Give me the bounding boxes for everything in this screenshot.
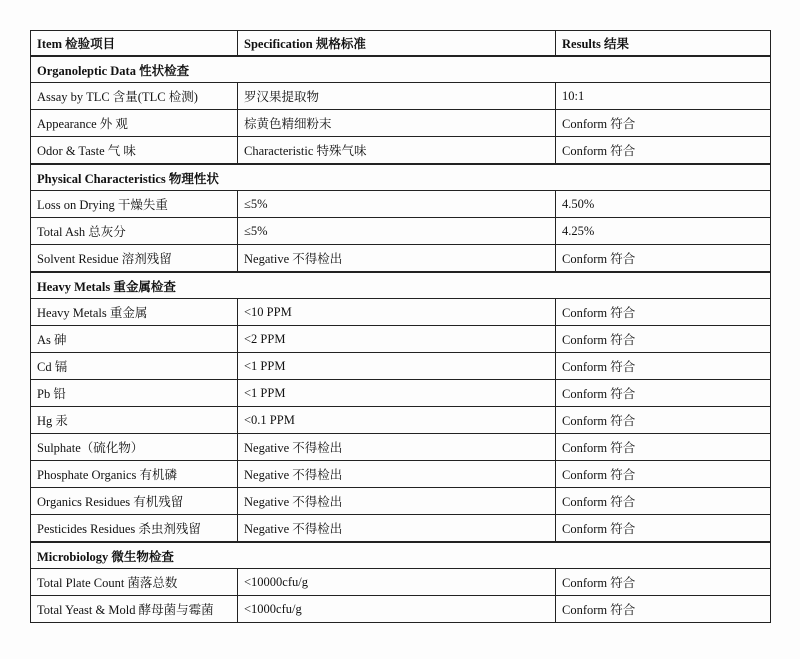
table-row [31, 83, 771, 110]
result-cell: Conform 符合 [556, 569, 771, 596]
table-row [31, 407, 771, 434]
item-cell: Assay by TLC 含量(TLC 检测) [31, 83, 238, 110]
result-cell: Conform 符合 [556, 137, 771, 165]
section-header-row [31, 56, 771, 83]
item-cell: Total Ash 总灰分 [31, 218, 238, 245]
specification-cell: ≤5% [238, 218, 556, 245]
table-body [31, 56, 771, 623]
specification-cell: <0.1 PPM [238, 407, 556, 434]
specification-cell: 棕黄色精细粉末 [238, 110, 556, 137]
item-cell: Sulphate（硫化物） [31, 434, 238, 461]
table-row [31, 218, 771, 245]
table-row [31, 488, 771, 515]
result-cell: Conform 符合 [556, 515, 771, 543]
section-header-row [31, 272, 771, 299]
item-cell: Cd 镉 [31, 353, 238, 380]
section-title: Heavy Metals 重金属检查 [31, 272, 771, 299]
specification-cell: Negative 不得检出 [238, 515, 556, 543]
result-cell: 4.50% [556, 191, 771, 218]
specification-cell: <1000cfu/g [238, 596, 556, 623]
table-row [31, 515, 771, 543]
table-row [31, 569, 771, 596]
result-cell: Conform 符合 [556, 110, 771, 137]
item-cell: Total Plate Count 菌落总数 [31, 569, 238, 596]
item-cell: Pb 铅 [31, 380, 238, 407]
header-item: Item 检验项目 [31, 31, 238, 57]
item-cell: Hg 汞 [31, 407, 238, 434]
table-row [31, 434, 771, 461]
result-cell: Conform 符合 [556, 380, 771, 407]
specification-cell: Characteristic 特殊气味 [238, 137, 556, 165]
specification-cell: <1 PPM [238, 380, 556, 407]
specification-cell: <10 PPM [238, 299, 556, 326]
specification-cell: <2 PPM [238, 326, 556, 353]
section-title: Microbiology 微生物检查 [31, 542, 771, 569]
result-cell: Conform 符合 [556, 488, 771, 515]
result-cell: Conform 符合 [556, 434, 771, 461]
item-cell: Organics Residues 有机残留 [31, 488, 238, 515]
item-cell: Heavy Metals 重金属 [31, 299, 238, 326]
section-header-row [31, 164, 771, 191]
specification-cell: Negative 不得检出 [238, 461, 556, 488]
specification-cell: Negative 不得检出 [238, 488, 556, 515]
item-cell: Odor & Taste 气 味 [31, 137, 238, 165]
header-results: Results 结果 [556, 31, 771, 57]
specification-cell: ≤5% [238, 191, 556, 218]
specification-cell: <10000cfu/g [238, 569, 556, 596]
table-row [31, 596, 771, 623]
result-cell: Conform 符合 [556, 407, 771, 434]
item-cell: Solvent Residue 溶剂残留 [31, 245, 238, 273]
table-row [31, 461, 771, 488]
table-row [31, 326, 771, 353]
item-cell: Phosphate Organics 有机磷 [31, 461, 238, 488]
specification-cell: <1 PPM [238, 353, 556, 380]
result-cell: Conform 符合 [556, 299, 771, 326]
section-title: Physical Characteristics 物理性状 [31, 164, 771, 191]
header-specification: Specification 规格标准 [238, 31, 556, 57]
item-cell: Pesticides Residues 杀虫剂残留 [31, 515, 238, 543]
result-cell: Conform 符合 [556, 353, 771, 380]
item-cell: As 砷 [31, 326, 238, 353]
specification-cell: Negative 不得检出 [238, 434, 556, 461]
result-cell: Conform 符合 [556, 326, 771, 353]
specification-cell: Negative 不得检出 [238, 245, 556, 273]
section-title: Organoleptic Data 性状检查 [31, 56, 771, 83]
result-cell: 10:1 [556, 83, 771, 110]
table-row [31, 110, 771, 137]
table-row [31, 245, 771, 273]
table-row [31, 137, 771, 165]
result-cell: Conform 符合 [556, 461, 771, 488]
item-cell: Total Yeast & Mold 酵母菌与霉菌 [31, 596, 238, 623]
table-row [31, 380, 771, 407]
table-row [31, 299, 771, 326]
specification-cell: 罗汉果提取物 [238, 83, 556, 110]
specification-table [30, 30, 771, 623]
item-cell: Appearance 外 观 [31, 110, 238, 137]
result-cell: Conform 符合 [556, 245, 771, 273]
table-header-row [31, 31, 771, 57]
section-header-row [31, 542, 771, 569]
item-cell: Loss on Drying 干燥失重 [31, 191, 238, 218]
table-row [31, 353, 771, 380]
table-row [31, 191, 771, 218]
result-cell: 4.25% [556, 218, 771, 245]
result-cell: Conform 符合 [556, 596, 771, 623]
